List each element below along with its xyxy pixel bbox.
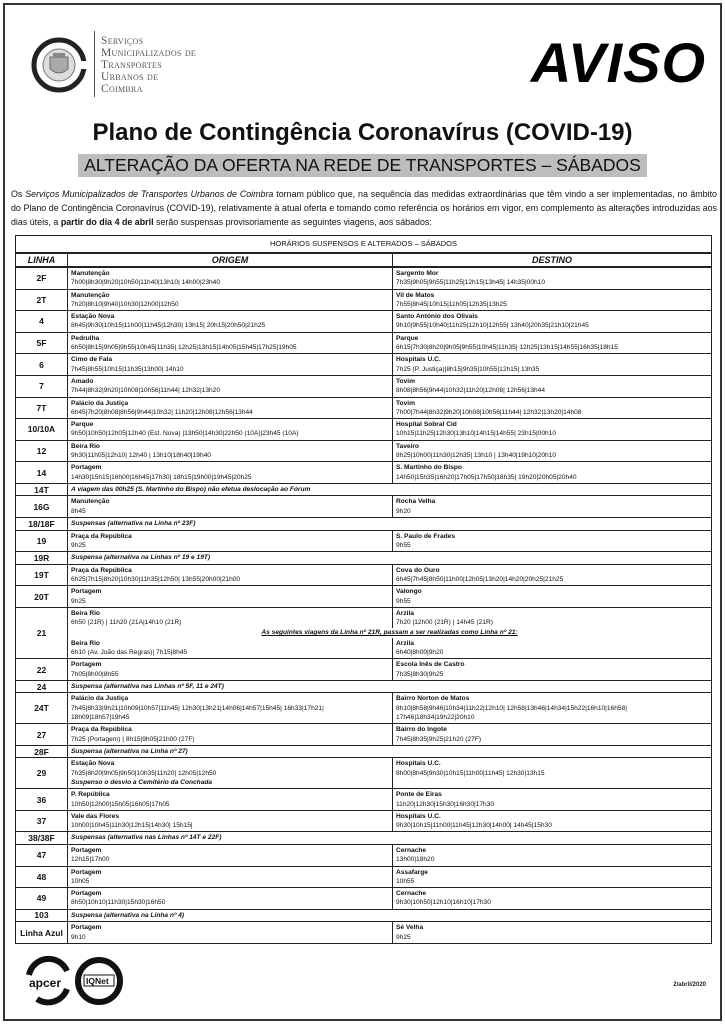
- origin-cell: [68, 375, 393, 397]
- apcer-logo-icon: [29, 959, 67, 1002]
- table-row: [16, 552, 712, 565]
- aviso-heading: AVISO: [530, 31, 706, 94]
- origin-cell: [68, 844, 393, 866]
- line-number: 28F: [16, 745, 68, 758]
- table-row: [16, 659, 712, 681]
- svg-text:apcer: apcer: [29, 976, 62, 990]
- iqnet-logo-icon: [78, 960, 120, 1002]
- table-row: [16, 922, 712, 944]
- destination-stop: Hospitais U.C.: [396, 760, 441, 768]
- intro-paragraph: [11, 187, 717, 229]
- origin-times: 7h44|8h32|9h20|10h08|10h56|11h44| 12h32|13h20: [71, 387, 221, 395]
- origin-times: 7h05|8h00|8h55: [71, 670, 119, 678]
- line-number: 7: [16, 375, 68, 397]
- origin-stop: Palácio da Justiça: [71, 695, 129, 703]
- destination-cell: [393, 758, 712, 789]
- table-row: [16, 332, 712, 354]
- destination-cell: [393, 659, 712, 681]
- table-row: [16, 789, 712, 811]
- destination-times: 6h45|7h45|8h50|11h00|12h05|13h20|14h20|20h25|21h25: [396, 575, 564, 583]
- org-line: Transportes: [101, 59, 162, 71]
- origin-cell: [68, 758, 393, 789]
- origin-times: 10h05: [71, 877, 90, 885]
- destination-times: 17h46|18h34|19h22|20h10: [396, 713, 475, 721]
- notice-page: [3, 3, 722, 1021]
- destination-stop: S. Paulo de Frades: [396, 532, 455, 540]
- org-name: [101, 35, 196, 95]
- intro-text: Os: [11, 189, 26, 199]
- line-number: 19R: [16, 552, 68, 565]
- table-row: [16, 680, 712, 693]
- line-number: 37: [16, 810, 68, 832]
- origin-times: 18h09|18h57|19h45: [71, 713, 130, 721]
- destination-cell: [393, 607, 712, 628]
- suspension-note: Suspensa (alternativa na Linhas nº 19 e 19T): [68, 552, 712, 565]
- table-row: [16, 909, 712, 922]
- origin-stop: Portagem: [71, 868, 102, 876]
- origin-times: 12h15|17h00: [71, 856, 110, 864]
- suspension-note: Suspensa (alternativa na Linha nº 27): [68, 745, 712, 758]
- table-row: [16, 745, 712, 758]
- table-row: [16, 440, 712, 462]
- destination-cell: [393, 693, 712, 724]
- intro-text: serão suspensas provisoriamente as seguintes viagens, aos sábados:: [153, 217, 432, 227]
- destination-times: 9h30|10h15|11h00|11h45|12h30|14h00| 14h45|15h30: [396, 822, 552, 830]
- page-subtitle: ALTERAÇÃO DA OFERTA NA REDE DE TRANSPORTES – SÁBADOS: [78, 154, 647, 177]
- destination-times: 9h30|10h50|12h10|16h10|17h30: [396, 899, 491, 907]
- line-number: 36: [16, 789, 68, 811]
- destination-cell: [393, 638, 712, 659]
- origin-cell: [68, 354, 393, 376]
- origin-times: 6h10 (Av. João das Regras)| 7h15|8h45: [71, 649, 188, 656]
- table-row: [16, 810, 712, 832]
- line-number: 21: [16, 607, 68, 658]
- line-number: 20T: [16, 586, 68, 608]
- origin-cell: [68, 311, 393, 333]
- origin-stop: Vale das Flores: [71, 812, 120, 820]
- destination-stop: Valongo: [396, 588, 422, 596]
- origin-times: 6h50 (21R) | 11h20 (21A|14h10 (21R): [71, 619, 182, 627]
- origin-stop: Praça da República: [71, 726, 132, 734]
- origin-cell: [68, 638, 393, 659]
- line-21-note: As seguintes viagens da Linha nº 21R, passam a ser realizadas como Linha nº 21:: [261, 629, 518, 637]
- suspension-note: Suspensas (alternativa nas Linhas nº 14T e 22F): [68, 832, 712, 845]
- line-number: 47: [16, 844, 68, 866]
- destination-times: 7h45|8h35|9h25|21h20 (27F): [396, 735, 482, 743]
- origin-stop: Amado: [71, 377, 94, 385]
- table-row: [16, 888, 712, 910]
- destination-cell: [393, 866, 712, 888]
- destination-times: 10h15|11h25|12h30|13h10|14h15|14h55| 23h15|00h10: [396, 430, 557, 438]
- destination-times: 13h00|18h20: [396, 856, 435, 864]
- intro-text: tornam público que, na sequência das medidas extraordinárias que têm vindo a ser implementadas, no âmbito do Plano de Contingência Coronavírus (COVID-19), relativamente à atual oferta e tomando como referência os horários em vigor, em complemento às alterações introduzidas aos dias úteis, a: [11, 189, 717, 227]
- suspension-note: Suspensa (alternativa na Linha nº 4): [68, 909, 712, 922]
- destination-cell: [393, 462, 712, 484]
- page-title: Plano de Contingência Coronavírus (COVID-19): [92, 119, 633, 146]
- origin-cell: [68, 586, 393, 608]
- line-number: 29: [16, 758, 68, 789]
- col-header-origem: ORIGEM: [68, 253, 393, 267]
- line-21-note-cell: [68, 628, 712, 637]
- origin-cell: [68, 866, 393, 888]
- origin-times: 7h35|8h20|9h05|9h50|10h35|11h20| 12h05|12h50: [71, 769, 217, 777]
- origin-times: 6h45|7h20|8h08|8h56|9h44|10h32| 11h20|12h08|12h56|13h44: [71, 408, 253, 416]
- destination-times: 14h50|15h35|16h20|17h05|17h50|18h35| 19h20|20h05|20h40: [396, 473, 577, 481]
- origin-times: 9h25: [71, 541, 86, 549]
- table-row: [16, 586, 712, 608]
- destination-cell: [393, 267, 712, 289]
- origin-note: Suspenso o desvio a Cemitério da Conchada: [71, 778, 213, 786]
- destination-times: 7h55|8h45|10h15|11h05|12h35|13h25: [396, 300, 507, 308]
- origin-times: 9h25: [71, 597, 86, 605]
- origin-stop: Portagem: [71, 890, 102, 898]
- origin-stop: Portagem: [71, 846, 102, 854]
- table-row: [16, 638, 712, 659]
- destination-cell: [393, 289, 712, 311]
- destination-times: 7h25 (P. Justiça)|8h15|9h35|10h55|12h15| 13h35: [396, 365, 540, 373]
- destination-cell: [393, 496, 712, 518]
- line-number: 14: [16, 462, 68, 484]
- origin-cell: [68, 440, 393, 462]
- line-number: 24T: [16, 693, 68, 724]
- destination-cell: [393, 888, 712, 910]
- table-title: HORÁRIOS SUSPENSOS E ALTERADOS – SÁBADOS: [16, 236, 712, 254]
- destination-cell: [393, 375, 712, 397]
- table-row: [16, 397, 712, 419]
- line-number: 22: [16, 659, 68, 681]
- line-number: Linha Azul: [16, 922, 68, 944]
- destination-times: 10h55: [396, 877, 415, 885]
- destination-stop: Hospitais U.C.: [396, 356, 441, 364]
- destination-cell: [393, 397, 712, 419]
- destination-times: 7h35|8h30|9h25: [396, 670, 444, 678]
- origin-stop: Palácio da Justiça: [71, 399, 129, 407]
- table-row: [16, 496, 712, 518]
- org-line: Serviços: [101, 35, 144, 47]
- origin-cell: [68, 267, 393, 289]
- origin-times: 6h50|8h15|9h05|9h55|10h45|11h35| 12h25|13h15|14h05|15h45|17h25|19h05: [71, 344, 297, 352]
- line-number: 16G: [16, 496, 68, 518]
- destination-stop: Bairro Norton de Matos: [396, 695, 470, 703]
- line-number: 18/18F: [16, 518, 68, 531]
- intro-start-date: partir do dia 4 de abril: [60, 217, 154, 227]
- line-number: 48: [16, 866, 68, 888]
- origin-times: 9h50|10h50|12h05|12h40 (Est. Nova) |13h50|14h30|22h50 (10A)|23h45 (10A): [71, 430, 299, 438]
- origin-cell: [68, 810, 393, 832]
- certification-logos: [23, 955, 133, 1007]
- destination-times: 9h25: [396, 933, 411, 941]
- line-number: 27: [16, 724, 68, 746]
- origin-cell: [68, 693, 393, 724]
- destination-stop: Arzila: [396, 609, 414, 617]
- table-row: [16, 375, 712, 397]
- logo-divider: [94, 31, 95, 97]
- destination-cell: [393, 586, 712, 608]
- origin-cell: [68, 564, 393, 586]
- origin-stop: Beira Rio: [71, 609, 100, 617]
- destination-cell: [393, 564, 712, 586]
- table-row: [16, 419, 712, 441]
- destination-times: 9h20: [396, 507, 411, 515]
- col-header-destino: DESTINO: [393, 253, 712, 267]
- origin-cell: [68, 659, 393, 681]
- destination-times: 8h10|8h58|9h46|10h34|11h22|12h10| 12h58|13h46|14h34|15h22|16h10|16h58|: [396, 704, 627, 712]
- line-number: 10/10A: [16, 419, 68, 441]
- table-row: [16, 311, 712, 333]
- subtitle-wrap: [5, 154, 720, 177]
- schedule-table: [15, 235, 712, 944]
- table-row: [16, 607, 712, 628]
- destination-times: 8h00|8h45|9h30|10h15|11h00|11h45| 12h30|13h15: [396, 769, 545, 777]
- origin-stop: Parque: [71, 421, 94, 429]
- table-row: [16, 462, 712, 484]
- origin-stop: Beira Rio: [71, 639, 100, 647]
- header: [5, 5, 720, 115]
- origin-stop: Portagem: [71, 464, 102, 472]
- origin-cell: [68, 332, 393, 354]
- table-row: [16, 693, 712, 724]
- svg-text:IQNet: IQNet: [86, 976, 109, 986]
- origin-times: 14h30|15h15|16h00|16h45|17h30| 18h15|19h00|19h45|20h25: [71, 473, 252, 481]
- destination-times: 8h08|8h56|9h44|10h32|11h20|12h08| 12h56|13h44: [396, 387, 546, 395]
- table-row: [16, 758, 712, 789]
- destination-times: 11h20|12h30|15h30|16h30|17h30: [396, 800, 495, 808]
- origin-stop: P. República: [71, 791, 110, 799]
- origin-cell: [68, 496, 393, 518]
- origin-times: 8h45|9h30|10h15|11h00|11h45|12h30| 13h15| 20h15|20h50|21h25: [71, 322, 266, 330]
- origin-stop: Estação Nova: [71, 313, 115, 321]
- origin-stop: Cimo de Fala: [71, 356, 113, 364]
- origin-times: 7h00|8h30|9h20|10h50|11h40|13h10| 14h00|23h40: [71, 279, 221, 287]
- origin-cell: [68, 419, 393, 441]
- table-row-note: [16, 628, 712, 637]
- origin-stop: Estação Nova: [71, 760, 115, 768]
- destination-cell: [393, 530, 712, 552]
- table-row: [16, 267, 712, 289]
- intro-org-name: Serviços Municipalizados de Transportes Urbanos de Coimbra: [25, 189, 274, 199]
- origin-times: 7h45|8h55|10h15|11h35|13h00| 14h10: [71, 365, 184, 373]
- destination-times: 7h20 |12h00 (21R) | 14h45 (21R): [396, 619, 493, 627]
- destination-cell: [393, 724, 712, 746]
- origin-times: 6h25|7h15|8h20|10h30|11h35|12h50| 13h55|20h00|21h00: [71, 575, 241, 583]
- table-row: [16, 832, 712, 845]
- table-row: [16, 289, 712, 311]
- destination-cell: [393, 311, 712, 333]
- origin-times: 9h30|11h05|12h10| 12h40 | 13h10|18h40|19h40: [71, 452, 211, 460]
- destination-cell: [393, 440, 712, 462]
- line-number: 2T: [16, 289, 68, 311]
- destination-stop: Santo António dos Olivais: [396, 313, 478, 321]
- line-number: 19T: [16, 564, 68, 586]
- line-number: 19: [16, 530, 68, 552]
- destination-cell: [393, 332, 712, 354]
- origin-times: 7h45|8h33|9h21|10h09|10h57|11h45| 12h30|13h21|14h06|14h57|15h45| 16h33|17h21|: [71, 704, 324, 712]
- destination-stop: Bairro do Ingote: [396, 726, 447, 734]
- destination-stop: Vil de Matos: [396, 291, 435, 299]
- destination-stop: Tovim: [396, 377, 415, 385]
- col-header-linha: LINHA: [16, 253, 68, 267]
- origin-cell: [68, 530, 393, 552]
- table-row: [16, 518, 712, 531]
- destination-stop: Sé Velha: [396, 924, 424, 932]
- origin-stop: Pedrulha: [71, 334, 100, 342]
- line-number: 24: [16, 680, 68, 693]
- origin-stop: Praça da República: [71, 532, 132, 540]
- org-line: Coimbra: [101, 83, 143, 95]
- destination-stop: S. Martinho do Bispo: [396, 464, 462, 472]
- origin-stop: Manutenção: [71, 270, 110, 277]
- document-date: 2/abril/2020: [673, 982, 706, 988]
- suspension-note: A viagem das 00h25 (S. Martinho do Bispo) não efetua deslocação ao Fórum: [68, 483, 712, 496]
- line-number: 103: [16, 909, 68, 922]
- origin-cell: [68, 607, 393, 628]
- origin-cell: [68, 462, 393, 484]
- origin-cell: [68, 289, 393, 311]
- org-line: Municipalizados de: [101, 47, 197, 59]
- table-row: [16, 724, 712, 746]
- table-row: [16, 530, 712, 552]
- origin-cell: [68, 888, 393, 910]
- destination-stop: Assafarge: [396, 868, 428, 876]
- line-number: 6: [16, 354, 68, 376]
- origin-times: 8h45: [71, 507, 86, 515]
- origin-times: 7h25 (Portagem) | 8h15|9h05|21h00 (27F): [71, 735, 195, 743]
- destination-stop: Hospital Sobral Cid: [396, 421, 457, 429]
- destination-cell: [393, 354, 712, 376]
- line-number: 14T: [16, 483, 68, 496]
- origin-cell: [68, 922, 393, 944]
- destination-times: 7h35|9h05|9h55|11h25|12h15|13h45| 14h35|00h10: [396, 279, 546, 287]
- destination-times: 9h10|9h55|10h40|11h25|12h10|12h55| 13h40|20h35|21h10|21h45: [396, 322, 589, 330]
- origin-stop: Portagem: [71, 924, 102, 932]
- table-row: [16, 844, 712, 866]
- origin-times: 10h50|12h00|15h05|16h05|17h05: [71, 800, 170, 808]
- destination-cell: [393, 789, 712, 811]
- line-number: 2F: [16, 267, 68, 289]
- origin-times: 8h50|10h10|11h30|15h30|16h50: [71, 899, 166, 907]
- table-row: [16, 866, 712, 888]
- origin-stop: Praça da República: [71, 566, 132, 574]
- origin-stop: Beira Rio: [71, 442, 100, 450]
- destination-times: 8h25|10h00|11h30|12h35| 13h10 | 13h40|19h10|20h10: [396, 452, 557, 460]
- destination-times: 6h40|8h00|9h20: [396, 649, 444, 656]
- table-row: [16, 483, 712, 496]
- origin-stop: Manutenção: [71, 291, 110, 299]
- schedule-table-wrap: [15, 235, 712, 944]
- line-number: 49: [16, 888, 68, 910]
- destination-stop: Taveiro: [396, 442, 419, 450]
- suspension-note: Suspensas (alternativa na Linha nº 23F): [68, 518, 712, 531]
- destination-cell: [393, 844, 712, 866]
- origin-cell: [68, 724, 393, 746]
- destination-stop: Arzila: [396, 639, 414, 647]
- destination-stop: Tovim: [396, 399, 415, 407]
- destination-times: 9h55: [396, 597, 411, 605]
- destination-stop: Hospitais U.C.: [396, 812, 441, 820]
- destination-cell: [393, 922, 712, 944]
- line-number: 7T: [16, 397, 68, 419]
- destination-times: 9h55: [396, 541, 411, 549]
- origin-stop: Portagem: [71, 588, 102, 596]
- destination-cell: [393, 810, 712, 832]
- destination-stop: Cernache: [396, 846, 427, 854]
- org-line: Urbanos de: [101, 71, 159, 83]
- destination-cell: [393, 419, 712, 441]
- table-row: [16, 564, 712, 586]
- origin-cell: [68, 397, 393, 419]
- origin-times: 9h10: [71, 933, 86, 941]
- destination-stop: Rocha Velha: [396, 498, 436, 506]
- destination-stop: Parque: [396, 334, 419, 342]
- line-number: 5F: [16, 332, 68, 354]
- destination-stop: Ponte de Eiras: [396, 791, 442, 799]
- table-row: [16, 354, 712, 376]
- origin-stop: Manutenção: [71, 498, 110, 506]
- destination-times: 6h15|7h30|8h20|9h05|9h55|10h45|11h35| 12h25|13h15|14h55|16h35|18h15: [396, 344, 618, 352]
- origin-times: 7h20|8h10|9h40|10h30|12h00|12h50: [71, 300, 179, 308]
- destination-stop: Cova do Ouro: [396, 566, 440, 574]
- destination-stop: Cernache: [396, 890, 427, 898]
- destination-stop: Sargento Mor: [396, 270, 439, 277]
- origin-stop: Portagem: [71, 661, 102, 669]
- line-number: 4: [16, 311, 68, 333]
- table-body: [16, 267, 712, 943]
- origin-times: 10h00|10h45|11h30|12h15|14h30| 15h15|: [71, 822, 193, 830]
- line-number: 12: [16, 440, 68, 462]
- destination-stop: Escola Inês de Castro: [396, 661, 465, 669]
- destination-times: 7h00|7h44|8h32|9h20|10h08|10h56|11h44| 12h32|13h20|14h08: [396, 408, 582, 416]
- line-number: 38/38F: [16, 832, 68, 845]
- origin-cell: [68, 789, 393, 811]
- suspension-note: Suspensa (alternativa nas Linhas nº 5F, 11 e 24T): [68, 680, 712, 693]
- coat-of-arms-icon: [31, 37, 87, 93]
